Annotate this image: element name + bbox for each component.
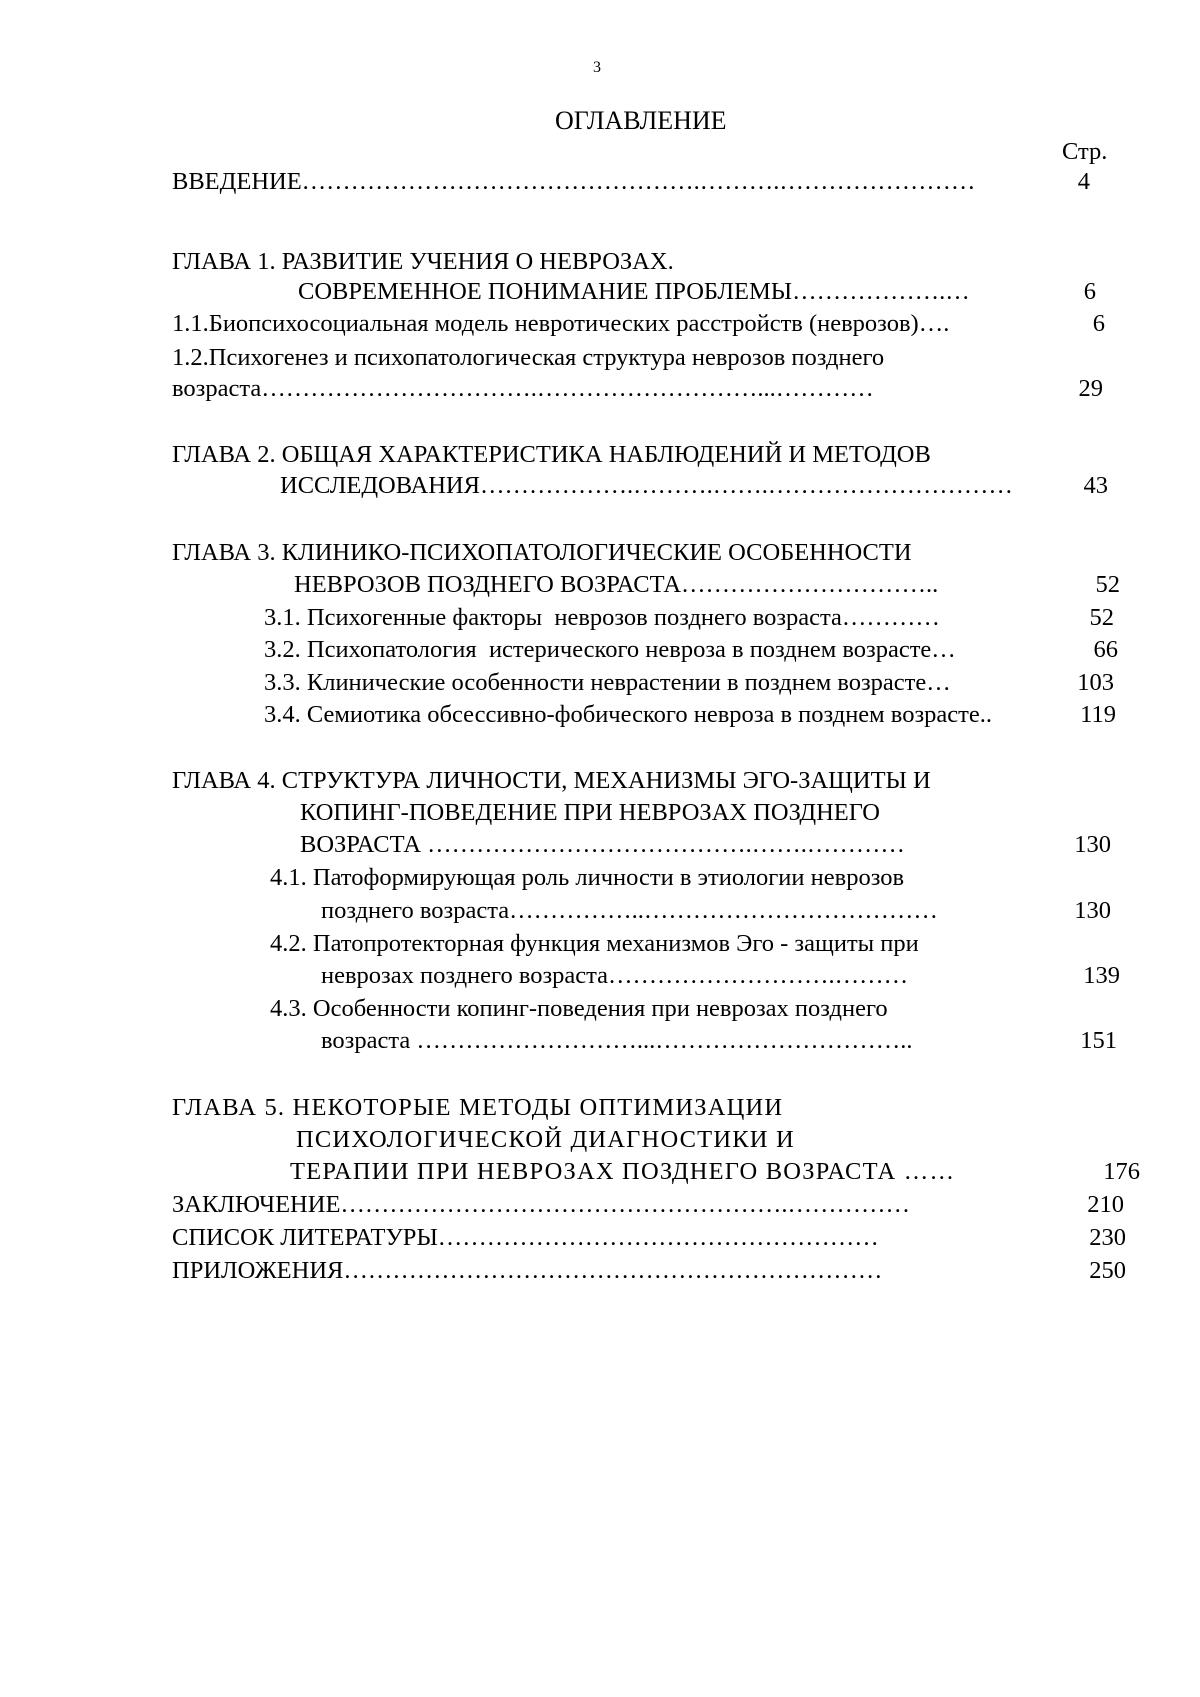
toc-page-section-1-2: 29 — [1078, 375, 1103, 402]
toc-section-4-1-line-1: 4.1. Патоформирующая роль личности в этиологии неврозов — [270, 864, 905, 891]
toc-page-chapter-3: 52 — [1095, 571, 1120, 598]
toc-page-chapter-2: 43 — [1083, 472, 1108, 499]
toc-page-chapter-5: 176 — [1103, 1158, 1140, 1185]
toc-section-4-2-line-2: неврозах позднего возраста……………………….……… — [321, 962, 909, 989]
toc-page-section-3-1: 52 — [1089, 604, 1114, 631]
toc-chapter-1-line-1: ГЛАВА 1. РАЗВИТИЕ УЧЕНИЯ О НЕВРОЗАХ. — [172, 248, 674, 275]
toc-entry-appendices: ПРИЛОЖЕНИЯ………………………………………………………… — [172, 1257, 883, 1284]
toc-section-1-2-line-1: 1.2.Психогенез и психопатологическая структура неврозов позднего — [172, 344, 885, 371]
toc-entry-conclusion: ЗАКЛЮЧЕНИЕ……………………………………………….…………… — [172, 1191, 911, 1218]
page-column-label: Стр. — [1062, 138, 1108, 165]
toc-chapter-5-line-2: ПСИХОЛОГИЧЕСКОЙ ДИАГНОСТИКИ И — [296, 1126, 795, 1153]
toc-page-chapter-1: 6 — [1083, 278, 1096, 305]
toc-page-section-3-2: 66 — [1093, 636, 1118, 663]
toc-entry-references: СПИСОК ЛИТЕРАТУРЫ……………………………………………… — [172, 1224, 879, 1251]
toc-page-references: 230 — [1089, 1224, 1126, 1251]
toc-chapter-4-line-3: ВОЗРАСТА ………………………………….…….………… — [300, 831, 905, 858]
toc-section-3-3: 3.3. Клинические особенности неврастении в позднем возрасте… — [264, 669, 951, 696]
toc-section-1-1: 1.1.Биопсихосоциальная модель невротических расстройств (неврозов)…. — [172, 310, 950, 337]
toc-section-3-4: 3.4. Семиотика обсессивно-фобического невроза в позднем возрасте.. — [264, 701, 992, 728]
toc-page-appendices: 250 — [1089, 1257, 1126, 1284]
toc-chapter-1-line-2: СОВРЕМЕННОЕ ПОНИМАНИЕ ПРОБЛЕМЫ……………….… — [298, 278, 970, 305]
toc-chapter-4-line-2: КОПИНГ-ПОВЕДЕНИЕ ПРИ НЕВРОЗАХ ПОЗДНЕГО — [300, 799, 880, 826]
toc-page-conclusion: 210 — [1087, 1191, 1124, 1218]
toc-page-chapter-4: 130 — [1074, 831, 1111, 858]
toc-page-section-3-4: 119 — [1080, 701, 1116, 728]
toc-chapter-3-line-2: НЕВРОЗОВ ПОЗДНЕГО ВОЗРАСТА………………………….. — [294, 571, 939, 598]
toc-chapter-3-line-1: ГЛАВА 3. КЛИНИКО-ПСИХОПАТОЛОГИЧЕСКИЕ ОСОБЕННОСТИ — [172, 539, 912, 566]
toc-section-3-1: 3.1. Психогенные факторы неврозов позднего возраста………… — [264, 604, 940, 631]
toc-page-intro: 4 — [1077, 168, 1090, 195]
toc-page-section-3-3: 103 — [1077, 669, 1114, 696]
toc-section-4-3-line-2: возраста ………………………...………………………….. — [321, 1027, 913, 1054]
toc-page-section-4-3: 151 — [1080, 1027, 1117, 1054]
toc-chapter-5-line-1: ГЛАВА 5. НЕКОТОРЫЕ МЕТОДЫ ОПТИМИЗАЦИИ — [172, 1094, 784, 1121]
toc-section-1-2-line-2: возраста…………………………….………………………...………… — [172, 375, 874, 402]
toc-section-4-2-line-1: 4.2. Патопротекторная функция механизмов Эго - защиты при — [270, 930, 919, 957]
toc-page-section-1-1: 6 — [1092, 310, 1105, 337]
toc-chapter-2-line-2: ИССЛЕДОВАНИЯ……………….……….…….………………………… — [280, 472, 1013, 499]
toc-page-section-4-1: 130 — [1074, 897, 1111, 924]
page-number: 3 — [593, 59, 601, 76]
toc-chapter-5-line-3: ТЕРАПИИ ПРИ НЕВРОЗАХ ПОЗДНЕГО ВОЗРАСТА …… — [290, 1158, 956, 1185]
toc-chapter-2-line-1: ГЛАВА 2. ОБЩАЯ ХАРАКТЕРИСТИКА НАБЛЮДЕНИЙ И МЕТОДОВ — [172, 441, 931, 468]
toc-title: ОГЛАВЛЕНИЕ — [555, 106, 727, 135]
toc-page-section-4-2: 139 — [1083, 962, 1120, 989]
toc-section-4-3-line-1: 4.3. Особенности копинг-поведения при неврозах позднего — [270, 995, 888, 1022]
toc-section-4-1-line-2: позднего возраста……………..……………………………… — [321, 897, 938, 924]
toc-entry-intro: ВВЕДЕНИЕ………………………………………….……….…………………… — [172, 168, 976, 195]
toc-chapter-4-line-1: ГЛАВА 4. СТРУКТУРА ЛИЧНОСТИ, МЕХАНИЗМЫ ЭГО-ЗАЩИТЫ И — [172, 767, 931, 794]
toc-section-3-2: 3.2. Психопатология истерического невроза в позднем возрасте… — [264, 636, 956, 663]
